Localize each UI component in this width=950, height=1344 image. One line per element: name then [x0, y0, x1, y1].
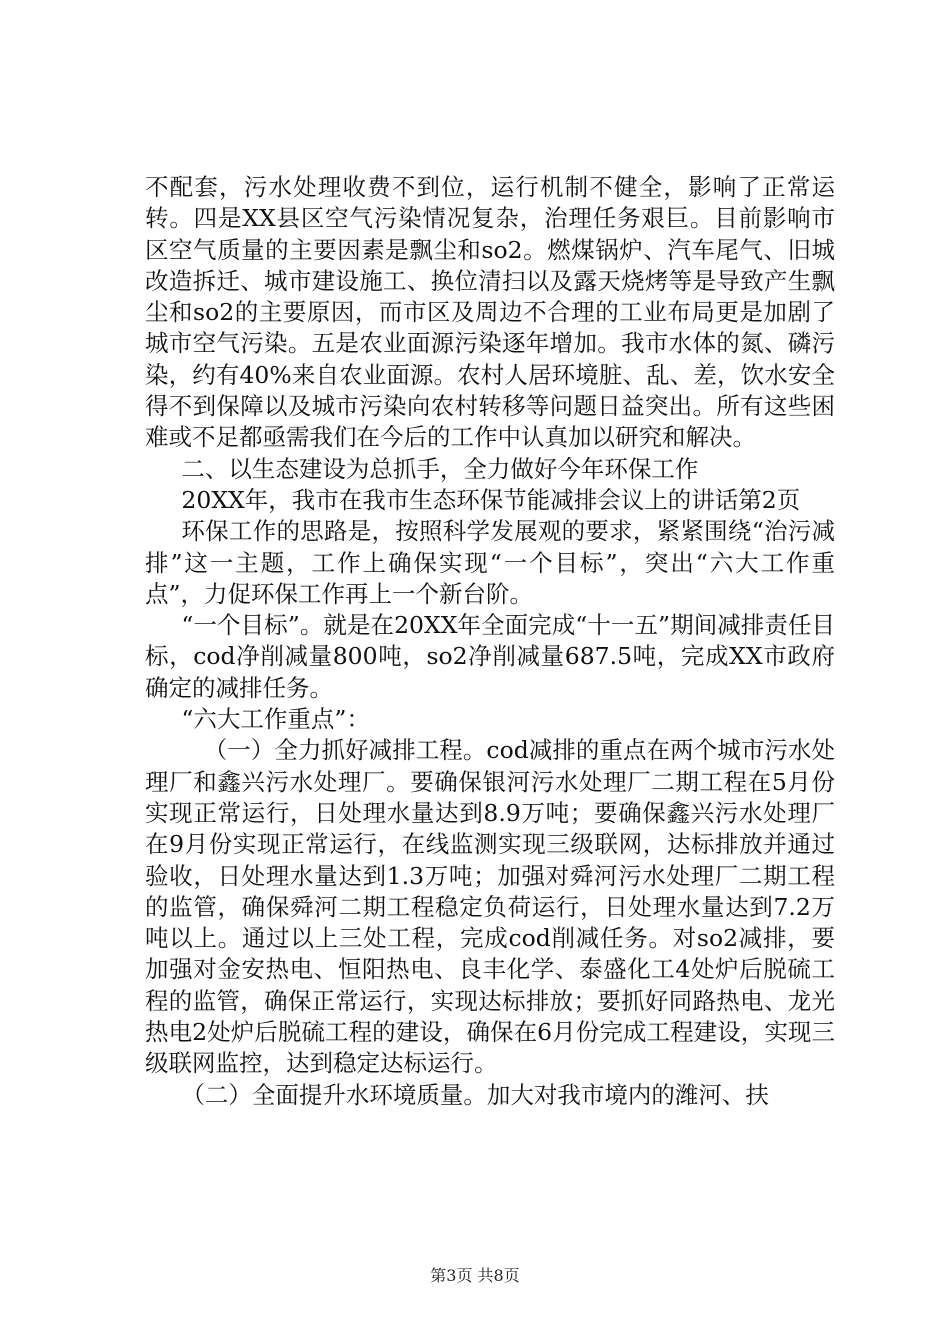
paragraph-approach: 环保工作的思路是，按照科学发展观的要求，紧紧围绕“治污减排”这一主题，工作上确保实现“一个目标”，突出“六大工作重点”，力促环保工作再上一个新台阶。 — [145, 517, 835, 608]
page-footer — [0, 1266, 950, 1286]
page-number: 第3页 — [430, 1266, 473, 1285]
page-total: 共8页 — [477, 1266, 520, 1285]
paragraph-priority-one: （一）全力抓好减排工程。cod减排的重点在两个城市污水处理厂和鑫兴污水处理厂。要确保银河污水处理厂二期工程在5月份实现正常运行，日处理水量达到8.9万吨；要确保鑫兴污水处理厂在9月份实现正常运行，在线监测实现三级联网，达标排放并通过验收，日处理水量达到1.3万吨；加强对舜河污水处理厂二期工程的监管，确保舜河二期工程稳定负荷运行，日处理水量达到7.2万吨以上。通过以上三处工程，完成cod削减任务。对so2减排，要加强对金安热电、恒阳热电、良丰化学、泰盛化工4处炉后脱硫工程的监管，确保正常运行，实现达标排放；要抓好同路热电、龙光热电2处炉后脱硫工程的建设，确保在6月份完成工程建设，实现三级联网监控，达到稳定达标运行。 — [145, 736, 835, 1078]
paragraph-six-priorities-heading: “六大工作重点”： — [181, 705, 370, 734]
paragraph-continuation: 不配套，污水处理收费不到位，运行机制不健全，影响了正常运转。四是XX县区空气污染情况复杂，治理任务艰巨。目前影响市区空气质量的主要因素是飘尘和so2。燃煤锅炉、汽车尾气、旧城改造拆迁、城市建设施工、换位清扫以及露天烧烤等是导致产生飘尘和so2的主要原因，而市区及周边不合理的工业布局更是加剧了城市空气污染。五是农业面源污染逐年增加。我市水体的氮、磷污染，约有40%来自农业面源。农村人居环境脏、乱、差，饮水安全得不到保障以及城市污染向农村转移等问题日益突出。所有这些困难或不足都亟需我们在今后的工作中认真加以研究和解决。 — [145, 173, 835, 452]
section-heading: 二、以生态建设为总抓手，全力做好今年环保工作 — [181, 454, 699, 483]
paragraph-one-goal: “一个目标”。就是在20XX年全面完成“十一五”期间减排责任目标，cod净削减量800吨，so2净削减量687.5吨，完成XX市政府确定的减排任务。 — [145, 611, 835, 702]
page-title-line: 20XX年，我市在我市生态环保节能减排会议上的讲话第2页 — [181, 485, 801, 514]
paragraph-priority-two: （二）全面提升水环境质量。加大对我市境内的潍河、扶 — [181, 1080, 769, 1109]
document-body — [145, 172, 835, 1111]
